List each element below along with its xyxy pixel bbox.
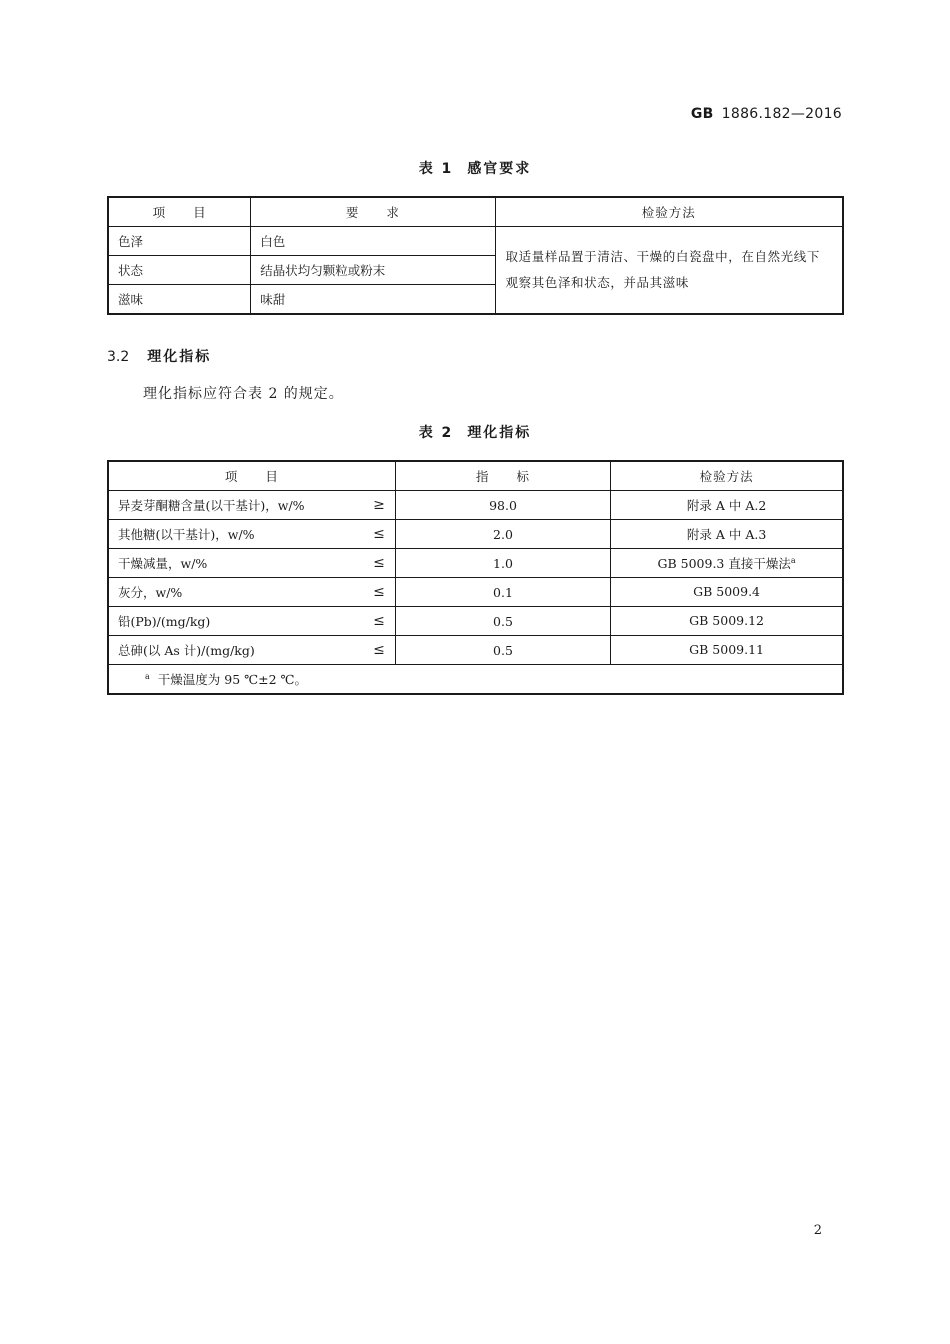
method-text: GB 5009.4 bbox=[693, 584, 761, 600]
table-row bbox=[108, 549, 843, 578]
table-row bbox=[108, 520, 843, 549]
item-cell bbox=[108, 578, 395, 607]
standard-code: 1886.182—2016 bbox=[721, 106, 842, 122]
item-label: 铅(Pb)/(mg/kg) bbox=[118, 614, 211, 629]
value-cell: 1.0 bbox=[395, 549, 610, 578]
table-footnote bbox=[108, 665, 843, 695]
physicochemical-indicators-table bbox=[107, 460, 844, 695]
requirement-cell: 结晶状均匀颗粒或粉末 bbox=[251, 256, 495, 285]
section-heading bbox=[107, 346, 211, 366]
standard-prefix: GB bbox=[690, 106, 714, 122]
table-row bbox=[108, 491, 843, 520]
item-cell bbox=[108, 549, 395, 578]
item-cell bbox=[108, 520, 395, 549]
table-footnote-row bbox=[108, 665, 843, 695]
comparison-sign: ≤ bbox=[373, 555, 385, 571]
footnote-text: 干燥温度为 95 ℃±2 ℃。 bbox=[157, 672, 308, 687]
table2-caption-num: 表 2 bbox=[418, 425, 454, 441]
method-text: 附录 A 中 A.3 bbox=[686, 527, 767, 542]
table-row bbox=[108, 636, 843, 665]
item-cell bbox=[108, 607, 395, 636]
value-cell: 0.5 bbox=[395, 607, 610, 636]
header-requirement: 要 求 bbox=[251, 197, 495, 227]
header-indicator: 指 标 bbox=[395, 461, 610, 491]
table-row bbox=[108, 607, 843, 636]
footnote-mark: a bbox=[145, 671, 150, 681]
item-label: 其他糖(以干基计)，w/% bbox=[118, 527, 255, 542]
item-label: 总砷(以 As 计)/(mg/kg) bbox=[118, 643, 255, 658]
method-text: GB 5009.12 bbox=[689, 613, 764, 629]
value-cell: 2.0 bbox=[395, 520, 610, 549]
item-label: 灰分，w/% bbox=[118, 585, 183, 600]
item-cell bbox=[108, 491, 395, 520]
method-text: 附录 A 中 A.2 bbox=[686, 498, 767, 513]
sensory-requirements-table bbox=[107, 196, 844, 315]
table-row bbox=[108, 227, 843, 256]
header-item: 项 目 bbox=[108, 197, 251, 227]
requirement-cell: 白色 bbox=[251, 227, 495, 256]
page-number: 2 bbox=[813, 1223, 822, 1238]
table2-caption-title: 理化指标 bbox=[467, 425, 532, 441]
table1-caption-num: 表 1 bbox=[418, 161, 454, 177]
method-cell bbox=[611, 578, 843, 607]
comparison-sign: ≤ bbox=[373, 642, 385, 658]
table1-caption bbox=[0, 158, 950, 178]
table-header-row bbox=[108, 197, 843, 227]
value-cell: 0.1 bbox=[395, 578, 610, 607]
item-cell: 色泽 bbox=[108, 227, 251, 256]
method-footnote-ref: a bbox=[790, 555, 796, 565]
item-label: 干燥减量，w/% bbox=[118, 556, 208, 571]
item-cell: 滋味 bbox=[108, 285, 251, 315]
item-cell bbox=[108, 636, 395, 665]
item-label: 异麦芽酮糖含量(以干基计)，w/% bbox=[118, 498, 305, 513]
method-cell bbox=[611, 607, 843, 636]
page-header bbox=[691, 106, 842, 122]
value-cell: 0.5 bbox=[395, 636, 610, 665]
comparison-sign: ≤ bbox=[373, 584, 385, 600]
method-cell bbox=[611, 491, 843, 520]
method-cell: 取适量样品置于清洁、干燥的白瓷盘中，在自然光线下观察其色泽和状态，并品其滋味 bbox=[495, 227, 843, 315]
header-method: 检验方法 bbox=[495, 197, 843, 227]
method-cell bbox=[611, 520, 843, 549]
method-text: GB 5009.3 直接干燥法 bbox=[657, 556, 791, 571]
table1-caption-title: 感官要求 bbox=[467, 161, 532, 177]
header-item: 项 目 bbox=[108, 461, 395, 491]
table2-caption bbox=[0, 422, 950, 442]
requirement-cell: 味甜 bbox=[251, 285, 495, 315]
method-text: GB 5009.11 bbox=[689, 642, 764, 658]
method-cell bbox=[611, 549, 843, 578]
header-method: 检验方法 bbox=[611, 461, 843, 491]
comparison-sign: ≤ bbox=[373, 613, 385, 629]
table-header-row bbox=[108, 461, 843, 491]
section-title: 理化指标 bbox=[147, 349, 212, 365]
comparison-sign: ≥ bbox=[373, 497, 385, 513]
table-row bbox=[108, 578, 843, 607]
body-paragraph: 理化指标应符合表 2 的规定。 bbox=[143, 386, 344, 402]
section-number: 3.2 bbox=[107, 349, 130, 365]
value-cell: 98.0 bbox=[395, 491, 610, 520]
comparison-sign: ≤ bbox=[373, 526, 385, 542]
method-cell bbox=[611, 636, 843, 665]
item-cell: 状态 bbox=[108, 256, 251, 285]
